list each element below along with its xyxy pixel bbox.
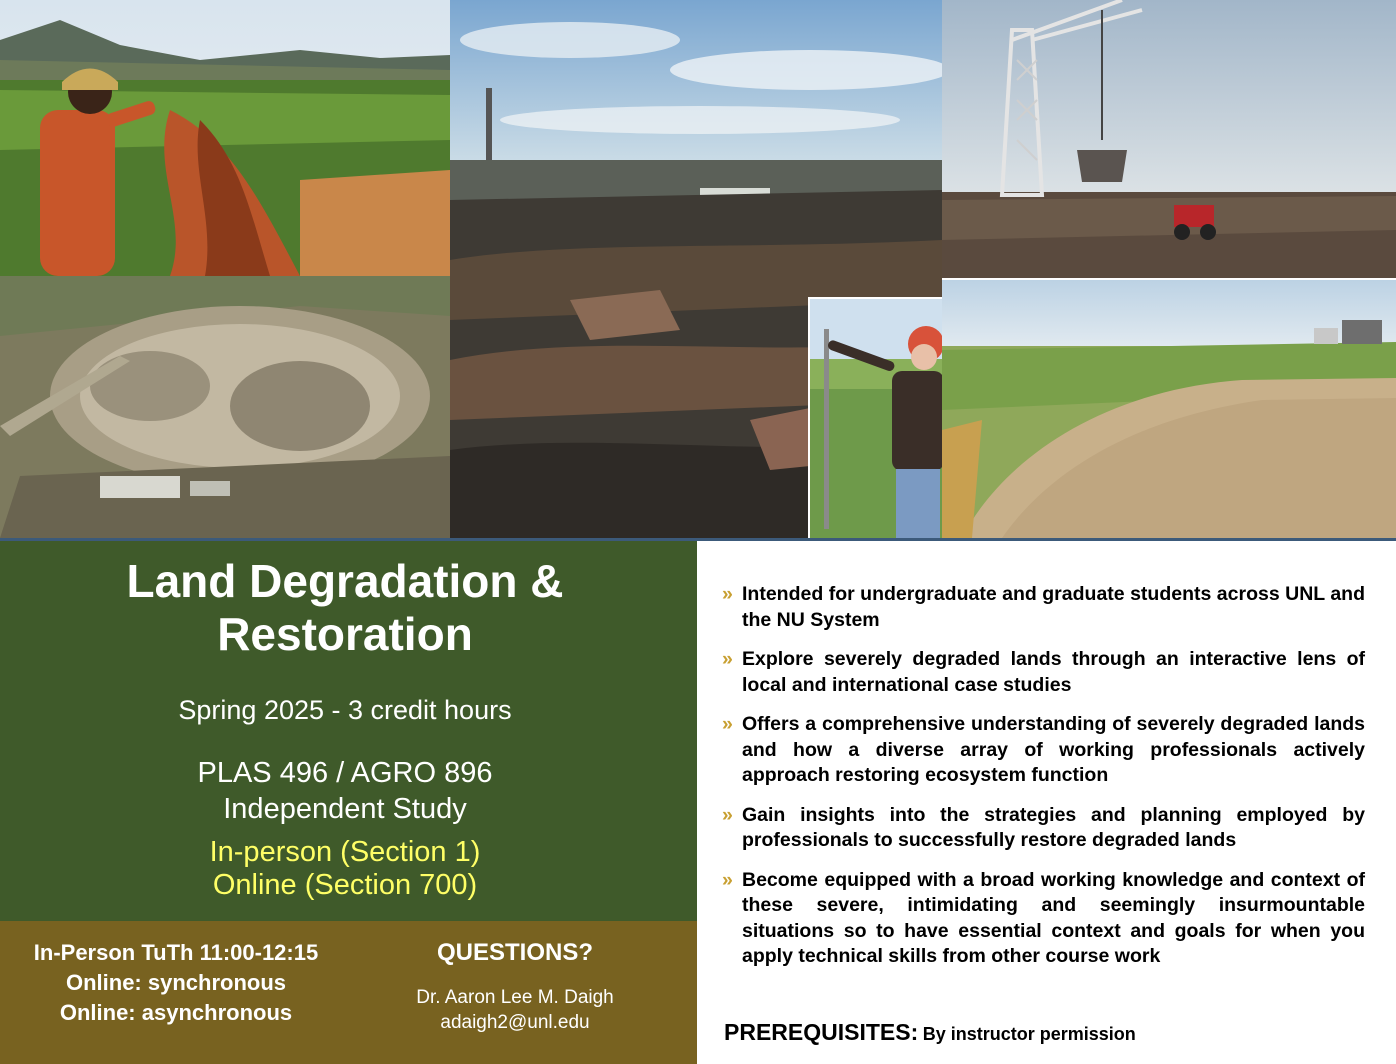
section-online: Online (Section 700) (212, 869, 478, 901)
prerequisites-value: By instructor permission (922, 1024, 1136, 1044)
schedule-contact-panel (0, 921, 697, 1064)
bullet-marker-icon: » (722, 868, 733, 891)
schedule-online-sync: Online: synchronous (65, 970, 287, 995)
course-highlights-list (722, 582, 1365, 984)
bullet-marker-icon: » (722, 583, 733, 605)
instructor-email[interactable]: adaigh2@unl.edu (440, 1012, 590, 1033)
schedule-online-async: Online: asynchronous (59, 1000, 293, 1025)
photo-gully-erosion-farmer (0, 0, 450, 276)
course-code-block (0, 755, 690, 827)
meeting-schedule (0, 938, 352, 1028)
bullet-marker-icon: » (722, 713, 733, 735)
list-item (722, 712, 1365, 789)
bullet-text: Explore severely degraded lands through an interactive lens of local and international case studies (742, 648, 1365, 696)
bullet-text: Offers a comprehensive understanding of severely degraded lands and how a diverse array of working professionals actively approach restoring ecosystem function (742, 713, 1365, 786)
term-credits: Spring 2025 - 3 credit hours (178, 695, 512, 725)
prerequisites-label: PREREQUISITES: (724, 1019, 919, 1045)
bullet-text: Intended for undergraduate and graduate students across UNL and the NU System (742, 583, 1365, 631)
course-title-line2: Restoration (217, 608, 473, 660)
photo-dragline-tractor (942, 0, 1396, 278)
contact-block (360, 939, 670, 1035)
instructor-name: Dr. Aaron Lee M. Daigh (416, 987, 614, 1008)
list-item (722, 582, 1365, 633)
photo-aerial-mine-site (0, 276, 450, 538)
list-item (722, 647, 1365, 698)
list-item (722, 868, 1365, 970)
photo-reclaimed-pipeline-prairie (942, 280, 1396, 538)
course-type: Independent Study (223, 793, 467, 825)
prerequisites (724, 1019, 1136, 1046)
bullet-marker-icon: » (722, 803, 733, 826)
bullet-text: Become equipped with a broad working knowledge and context of these severe, intimidating and seemingly insurmountable situations so to have essential context and goals for when you apply technical skills from other course work (742, 868, 1365, 967)
instructor-contact (360, 985, 670, 1035)
course-title-line1: Land Degradation & (126, 555, 564, 607)
list-item (722, 803, 1365, 854)
photo-student-soil-probe (808, 297, 944, 540)
schedule-inperson: In-Person TuTh 11:00-12:15 (33, 940, 319, 965)
course-title-panel (0, 541, 697, 921)
course-title (0, 555, 690, 661)
bullet-marker-icon: » (722, 648, 733, 670)
course-code: PLAS 496 / AGRO 896 (197, 757, 493, 789)
section-inperson: In-person (Section 1) (209, 836, 481, 868)
questions-heading: QUESTIONS? (436, 939, 593, 966)
bullet-text: Gain insights into the strategies and planning employed by professionals to successfully restore degraded lands (742, 803, 1365, 851)
sections-block (0, 836, 690, 902)
